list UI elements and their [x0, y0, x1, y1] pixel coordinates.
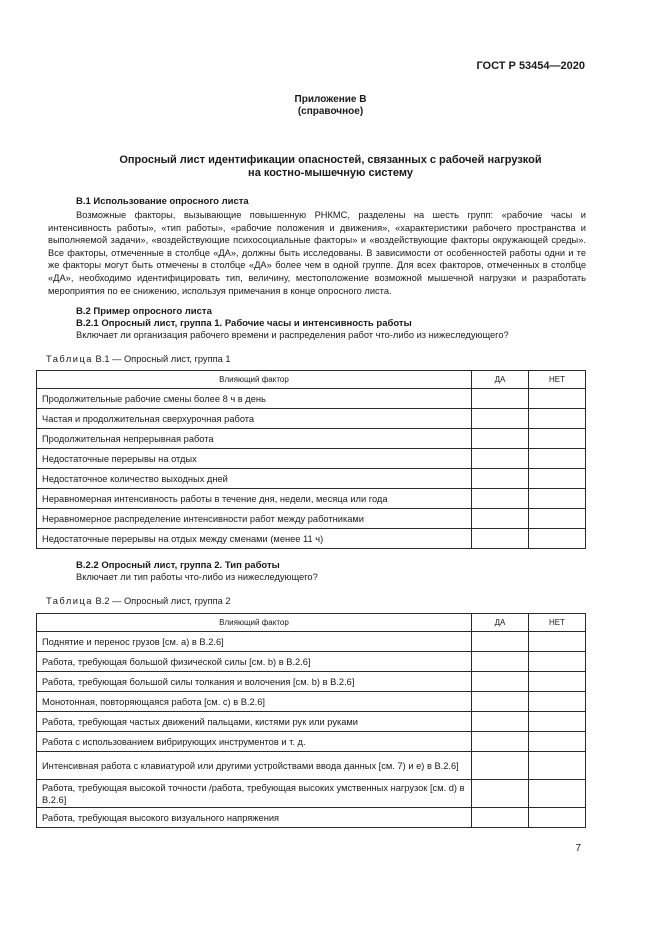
no-checkbox-cell[interactable]	[529, 429, 586, 449]
yes-checkbox-cell[interactable]	[472, 808, 529, 828]
no-checkbox-cell[interactable]	[529, 529, 586, 549]
yes-checkbox-cell[interactable]	[472, 692, 529, 712]
table-row	[37, 632, 586, 652]
no-checkbox-cell[interactable]	[529, 389, 586, 409]
no-checkbox-cell[interactable]	[529, 632, 586, 652]
doc-title-line1: Опросный лист идентификации опасностей, связанных с рабочей нагрузкой	[119, 154, 542, 166]
table1-col-no: НЕТ	[529, 371, 586, 389]
factor-cell: Работа, требующая большой физической силы [см. b) в В.2.6]	[37, 652, 472, 672]
table2-caption-word: Таблица	[46, 596, 93, 606]
table1-caption-text: В.1 — Опросный лист, группа 1	[92, 354, 231, 364]
factor-cell: Работа, требующая высокой точности /работа, требующая высоких умственных нагрузок [см. d) в В.2.6]	[37, 780, 472, 808]
yes-checkbox-cell[interactable]	[472, 529, 529, 549]
table-row	[37, 469, 586, 489]
table-row	[37, 672, 586, 692]
yes-checkbox-cell[interactable]	[472, 780, 529, 808]
subsection2-question: Включает ли тип работы что-либо из нижеследующего?	[76, 572, 318, 582]
no-checkbox-cell[interactable]	[529, 692, 586, 712]
table2-col-no: НЕТ	[529, 614, 586, 632]
table-row	[37, 409, 586, 429]
table-row	[37, 808, 586, 828]
table1-header-row	[37, 371, 586, 389]
table-row	[37, 732, 586, 752]
factor-cell: Работа, требующая высокого визуального напряжения	[37, 808, 472, 828]
yes-checkbox-cell[interactable]	[472, 732, 529, 752]
table1-col-yes: ДА	[472, 371, 529, 389]
section1-heading: В.1 Использование опросного листа	[76, 196, 249, 207]
yes-checkbox-cell[interactable]	[472, 752, 529, 780]
factor-cell: Продолжительные рабочие смены более 8 ч в день	[37, 389, 472, 409]
subsection1-heading: В.2.1 Опросный лист, группа 1. Рабочие часы и интенсивность работы	[76, 318, 412, 329]
yes-checkbox-cell[interactable]	[472, 409, 529, 429]
yes-checkbox-cell[interactable]	[472, 712, 529, 732]
table-row	[37, 529, 586, 549]
factor-cell: Неравномерная интенсивность работы в течение дня, недели, месяца или года	[37, 489, 472, 509]
no-checkbox-cell[interactable]	[529, 449, 586, 469]
table1	[36, 370, 586, 549]
yes-checkbox-cell[interactable]	[472, 672, 529, 692]
yes-checkbox-cell[interactable]	[472, 449, 529, 469]
yes-checkbox-cell[interactable]	[472, 469, 529, 489]
no-checkbox-cell[interactable]	[529, 712, 586, 732]
table-row	[37, 389, 586, 409]
factor-cell: Монотонная, повторяющаяся работа [см. с) в В.2.6]	[37, 692, 472, 712]
no-checkbox-cell[interactable]	[529, 652, 586, 672]
table-row	[37, 780, 586, 808]
factor-cell: Работа, требующая большой силы толкания и волочения [см. b) в В.2.6]	[37, 672, 472, 692]
factor-cell: Неравномерное распределение интенсивности работ между работниками	[37, 509, 472, 529]
factor-cell: Недостаточное количество выходных дней	[37, 469, 472, 489]
section1-text: Возможные факторы, вызывающие повышенную РНКМС, разделены на шесть групп: «рабочие часы и интенсивность работы», «тип работы», «рабочие положения и движения», «характеристики рабочего пространства и выполняемой задачи», «воздействующие психосоциальные факторы» и «воздействующие факторы окружающей среды». Все факторы, отмеченные в столбце «ДА», должны быть исследованы. В зависимости от особенностей работы одни и те же факторы могут быть отмечены в столбце «ДА» более чем в одной группе. Для всех факторов, отмеченных в столбце «ДА», необходимо идентифицировать тип, величину, местоположение возможной мышечной нагрузки и разработать мероприятия по ее снижению, используя примечания в конце опросного листа.	[48, 210, 586, 296]
doc-title-line2: на костно-мышечную систему	[248, 167, 413, 179]
yes-checkbox-cell[interactable]	[472, 632, 529, 652]
table2-caption	[46, 596, 231, 606]
no-checkbox-cell[interactable]	[529, 780, 586, 808]
yes-checkbox-cell[interactable]	[472, 429, 529, 449]
appendix-title: Приложение В	[294, 94, 367, 105]
table1-caption	[46, 354, 231, 364]
no-checkbox-cell[interactable]	[529, 732, 586, 752]
table-row	[37, 429, 586, 449]
yes-checkbox-cell[interactable]	[472, 489, 529, 509]
table1-col-factor: Влияющий фактор	[37, 371, 472, 389]
table-row	[37, 652, 586, 672]
table-row	[37, 449, 586, 469]
yes-checkbox-cell[interactable]	[472, 389, 529, 409]
factor-cell: Продолжительная непрерывная работа	[37, 429, 472, 449]
no-checkbox-cell[interactable]	[529, 808, 586, 828]
standard-number: ГОСТ Р 53454—2020	[476, 60, 585, 72]
no-checkbox-cell[interactable]	[529, 489, 586, 509]
subsection2-heading: В.2.2 Опросный лист, группа 2. Тип работы	[76, 560, 280, 571]
table-row	[37, 712, 586, 732]
table-row	[37, 692, 586, 712]
appendix-subtitle: (справочное)	[297, 106, 364, 117]
table2	[36, 613, 586, 828]
table-row	[37, 509, 586, 529]
factor-cell: Частая и продолжительная сверхурочная работа	[37, 409, 472, 429]
yes-checkbox-cell[interactable]	[472, 652, 529, 672]
factor-cell: Работа с использованием вибрирующих инструментов и т. д.	[37, 732, 472, 752]
factor-cell: Поднятие и перенос грузов [см. а) в В.2.6]	[37, 632, 472, 652]
section2-heading: В.2 Пример опросного листа	[76, 306, 212, 317]
table2-col-yes: ДА	[472, 614, 529, 632]
factor-cell: Недостаточные перерывы на отдых	[37, 449, 472, 469]
table-row	[37, 489, 586, 509]
no-checkbox-cell[interactable]	[529, 752, 586, 780]
no-checkbox-cell[interactable]	[529, 409, 586, 429]
factor-cell: Интенсивная работа с клавиатурой или другими устройствами ввода данных [см. 7) и е) в В.2.6]	[37, 752, 472, 780]
no-checkbox-cell[interactable]	[529, 469, 586, 489]
subsection1-question: Включает ли организация рабочего времени и распределения работ что-либо из нижеследующего?	[76, 330, 509, 340]
factor-cell: Недостаточные перерывы на отдых между сменами (менее 11 ч)	[37, 529, 472, 549]
table2-header-row	[37, 614, 586, 632]
yes-checkbox-cell[interactable]	[472, 509, 529, 529]
factor-cell: Работа, требующая частых движений пальцами, кистями рук или руками	[37, 712, 472, 732]
no-checkbox-cell[interactable]	[529, 509, 586, 529]
table2-col-factor: Влияющий фактор	[37, 614, 472, 632]
table1-caption-word: Таблица	[46, 354, 93, 364]
table-row	[37, 752, 586, 780]
no-checkbox-cell[interactable]	[529, 672, 586, 692]
page-number: 7	[575, 843, 581, 854]
table2-caption-text: В.2 — Опросный лист, группа 2	[92, 596, 231, 606]
